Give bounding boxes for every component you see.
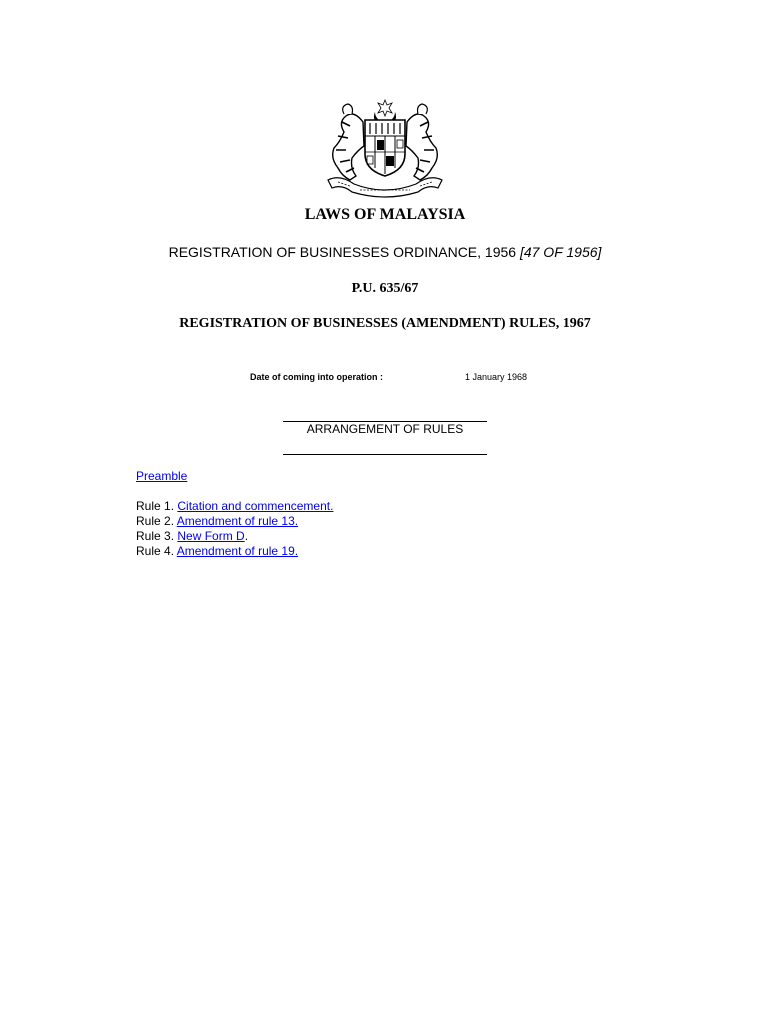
rules-title: REGISTRATION OF BUSINESSES (AMENDMENT) RULES, 1967 xyxy=(179,316,591,331)
pu-number: P.U. 635/67 xyxy=(351,281,419,296)
ordinance-reference: [47 OF 1956] xyxy=(519,244,602,260)
list-item xyxy=(136,499,333,514)
ordinance-heading xyxy=(0,244,770,260)
list-item xyxy=(136,544,333,559)
list-item xyxy=(136,529,333,544)
rule-number: Rule 1. xyxy=(136,499,178,513)
rule-number: Rule 2. xyxy=(136,514,177,528)
rule-number: Rule 3. xyxy=(136,529,178,543)
ordinance-name: REGISTRATION OF BUSINESSES ORDINANCE, 1956 xyxy=(168,244,520,260)
commencement-date: 1 January 1968 xyxy=(465,372,528,382)
preamble-entry xyxy=(136,469,187,483)
commencement-label: Date of coming into operation : xyxy=(250,372,383,382)
rule-suffix: . xyxy=(244,529,249,543)
rule-4-link[interactable]: Amendment of rule 19. xyxy=(176,544,299,558)
rule-2-link[interactable]: Amendment of rule 13. xyxy=(176,514,299,528)
rule-3-link[interactable]: New Form D xyxy=(177,529,245,543)
preamble-link[interactable]: Preamble xyxy=(136,469,188,483)
rule-number: Rule 4. xyxy=(136,544,177,558)
malaysia-coat-of-arms-icon xyxy=(320,96,450,200)
arrangement-heading: ARRANGEMENT OF RULES xyxy=(306,422,464,436)
rules-list xyxy=(136,499,333,559)
arrangement-bottom-divider xyxy=(283,454,487,455)
rule-1-link[interactable]: Citation and commencement. xyxy=(177,499,334,513)
list-item xyxy=(136,514,333,529)
document-title: LAWS OF MALAYSIA xyxy=(304,206,466,223)
